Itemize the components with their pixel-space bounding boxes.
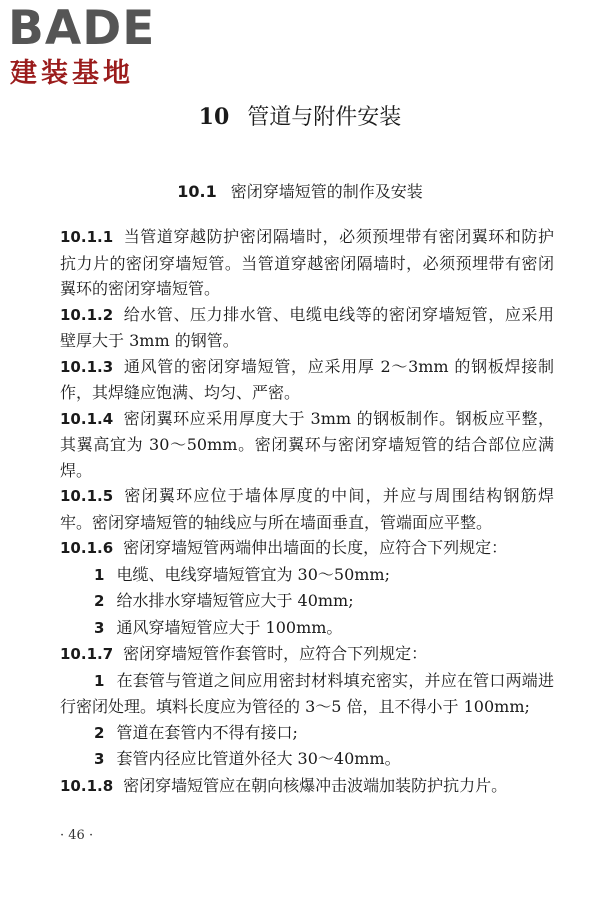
clause-number: 10.1.5 bbox=[60, 487, 114, 505]
item-text: 电缆、电线穿墙短管宜为 30～50mm; bbox=[116, 564, 390, 584]
item-number: 2 bbox=[94, 723, 105, 742]
clause-number: 10.1.4 bbox=[60, 409, 114, 428]
item-text: 在套管与管道之间应用密封材料填充密实，并应在管口两端进行密闭处理。填料长度应为管径的 3～5 倍，且不得小于 100mm; bbox=[60, 670, 554, 716]
logo-wordmark: BADE bbox=[8, 1, 156, 56]
clause-10-1-1 bbox=[60, 224, 554, 302]
clause-number: 10.1.3 bbox=[60, 357, 114, 376]
clause-text: 给水管、压力排水管、电缆电线等的密闭穿墙短管，应采用壁厚大于 3mm 的钢管。 bbox=[60, 304, 554, 350]
item-number: 3 bbox=[94, 618, 105, 637]
list-item bbox=[60, 746, 554, 773]
clause-number: 10.1.1 bbox=[60, 228, 114, 246]
list-item bbox=[60, 588, 554, 615]
brand-logo bbox=[8, 1, 178, 94]
item-text: 套管内径应比管道外径大 30～40mm。 bbox=[116, 749, 401, 768]
clause-text: 密闭穿墙短管作套管时，应符合下列规定： bbox=[123, 644, 428, 663]
chapter-heading: 管道与附件安装 bbox=[247, 105, 402, 130]
item-text: 管道在套管内不得有接口; bbox=[116, 722, 298, 742]
clause-10-1-4 bbox=[60, 406, 554, 484]
chapter-title bbox=[0, 102, 600, 133]
clause-text: 密闭穿墙短管应在朝向核爆冲击波端加装防护抗力片。 bbox=[123, 775, 508, 795]
clause-10-1-8 bbox=[60, 773, 554, 800]
section-heading: 密闭穿墙短管的制作及安装 bbox=[230, 182, 423, 201]
item-number: 2 bbox=[94, 592, 105, 610]
chapter-number: 10 bbox=[198, 104, 230, 130]
clause-10-1-7 bbox=[60, 641, 554, 668]
clause-10-1-2 bbox=[60, 302, 554, 354]
clause-10-1-6 bbox=[60, 535, 554, 562]
clause-text: 密闭翼环应位于墙体厚度的中间，并应与周围结构钢筋焊牢。密闭穿墙短管的轴线应与所在墙面垂直，管端面应平整。 bbox=[60, 486, 554, 532]
clause-number: 10.1.8 bbox=[60, 776, 114, 795]
section-title bbox=[0, 180, 600, 204]
clause-number: 10.1.2 bbox=[60, 305, 114, 324]
clause-number: 10.1.6 bbox=[60, 539, 114, 557]
item-number: 1 bbox=[94, 671, 105, 690]
page-number: · 46 · bbox=[60, 828, 94, 843]
list-item bbox=[60, 668, 554, 720]
item-number: 1 bbox=[94, 565, 105, 584]
logo-subtitle: 建装基地 bbox=[10, 58, 134, 89]
clause-text: 通风管的密闭穿墙短管，应采用厚 2～3mm 的钢板焊接制作，其焊缝应饱满、均匀、严密。 bbox=[60, 356, 554, 402]
list-item bbox=[60, 615, 554, 642]
item-text: 通风穿墙短管应大于 100mm。 bbox=[116, 617, 343, 637]
clause-number: 10.1.7 bbox=[60, 645, 114, 663]
section-number: 10.1 bbox=[177, 182, 217, 201]
item-number: 3 bbox=[94, 750, 105, 768]
list-item bbox=[60, 562, 554, 589]
clause-text: 当管道穿越防护密闭隔墙时，必须预埋带有密闭翼环和防护抗力片的密闭穿墙短管。当管道穿越密闭隔墙时，必须预埋带有密闭翼环的密闭穿墙短管。 bbox=[60, 227, 554, 298]
clause-10-1-5 bbox=[60, 483, 554, 535]
list-item bbox=[60, 720, 554, 747]
document-body bbox=[60, 224, 554, 799]
clause-text: 密闭翼环应采用厚度大于 3mm 的钢板制作。钢板应平整，其翼高宜为 30～50mm。密闭翼环与密闭穿墙短管的结合部位应满焊。 bbox=[60, 408, 554, 480]
clause-10-1-3 bbox=[60, 354, 554, 406]
item-text: 给水排水穿墙短管应大于 40mm; bbox=[116, 591, 354, 610]
clause-text: 密闭穿墙短管两端伸出墙面的长度，应符合下列规定： bbox=[123, 538, 508, 557]
